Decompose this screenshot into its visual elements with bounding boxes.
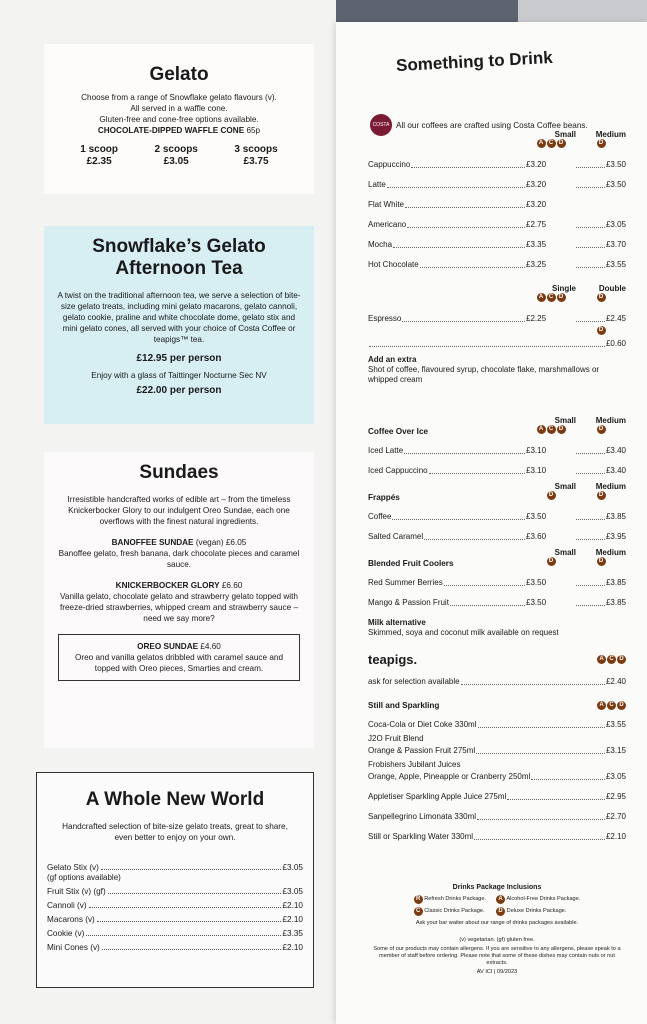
list-item: Gelato Stix (v) £3.05 (47, 863, 303, 872)
oreo-sundae-box: OREO SUNDAE £4.60 Oreo and vanilla gelatos dribbled with caramel sauce and topped with Oreo pieces, Smarties and cream. (58, 634, 300, 681)
scoop-options (44, 144, 314, 168)
teapigs-logo: teapigs. (368, 652, 418, 667)
whole-new-world-description: Handcrafted selection of bite-size gelato treats, great to share, even better to enjoy on your own. (62, 822, 288, 842)
drinks-package-section: Drinks Package Inclusions R Refresh Drinks Package. C Classic Drinks Package. A Alcohol-Free Drinks Package. D Deluxe Drinks Package. Ask your bar waiter about our range of drinks packages available. (v) vegetarian. (gf) gluten free. Some of our products may contain allergens. If you are sensitive to any allergens, please speak to a member of staff before ordering. Please note that some of these dishes may contain nuts or nut extracts. AV ICI | 09/2023 (373, 884, 621, 975)
table-row: Orange, Apple, Pineapple or Cranberry 250ml £3.05 (368, 772, 626, 781)
table-row: Mocha £3.35 £3.70 (368, 240, 626, 249)
scoop-1: 1 scoop £2.35 (80, 144, 119, 167)
afternoon-tea-title: Snowflake’s Gelato Afternoon Tea (92, 236, 266, 279)
coffee-over-ice-section: Coffee Over Ice Small Medium A C D D Iced Latte £3.10 £3.40 Iced Cappuccino £3.10 £3.40 Frappés Small Medium D D Coffee £3.50 £3.85 Salted Caramel £3.60 £3.95 Blended Fruit Coolers Small Medium D D Red Summer Berries £3.50 £3.85 Mango & Passion Fruit £3.50 £3.85 Milk alternative Skimmed, soya and coconut milk available on request teapigs. A C D ask for selection available £2.40 Still and Sparkling A C D Coca-Cola or Diet Coke 330ml £3.55 J2O Fruit Blend Orange & Passion Fruit 275ml £3.15 Frobishers Jubilant Juices Orange, Apple, Pineapple or Cranberry 250ml £3.05 Appletiser Sparkling Apple Juice 275ml £2.95 Sanpellegrino Limonata 330ml £2.70 Still or Sparkling Water 330ml £2.10 (368, 416, 626, 841)
knickerbocker-glory: KNICKERBOCKER GLORY £6.60 Vanilla gelato, chocolate gelato and strawberry gelato topped with freeze-dried strawberries, whipped cream and strawberry sauce – need we say more? (60, 581, 298, 623)
taittinger-price: £22.00 per person (136, 385, 222, 396)
sundaes-title: Sundaes (139, 462, 219, 483)
banoffee-sundae: BANOFFEE SUNDAE (vegan) £6.05 Banoffee gelato, fresh banana, dark chocolate pieces and caramel sauce. (58, 538, 300, 569)
table-row: Sanpellegrino Limonata 330ml £2.70 (368, 812, 626, 821)
table-row: Salted Caramel £3.60 £3.95 (368, 532, 626, 541)
table-row: Coca-Cola or Diet Coke 330ml £3.55 (368, 720, 626, 729)
table-row: Still or Sparkling Water 330ml £2.10 (368, 832, 626, 841)
table-row: ask for selection available £2.40 (368, 677, 626, 686)
scoop-2: 2 scoops £3.05 (154, 144, 198, 167)
table-row: Latte £3.20 £3.50 (368, 180, 626, 189)
gelato-panel (44, 44, 314, 194)
table-row: Espresso £2.25 £2.45 (368, 314, 626, 323)
table-row: Coffee £3.50 £3.85 (368, 512, 626, 521)
taittinger-line: Enjoy with a glass of Taittinger Nocturne Sec NV (91, 371, 267, 380)
gelato-description: Choose from a range of Snowflake gelato flavours (v). All served in a waffle cone. Gluten-free and cone-free options available. (81, 93, 277, 124)
afternoon-tea-panel (44, 226, 314, 424)
scoop-3: 3 scoops £3.75 (234, 144, 278, 167)
sundaes-panel (44, 452, 314, 748)
menu-right-page (336, 22, 647, 1024)
table-row: Mango & Passion Fruit £3.50 £3.85 (368, 598, 626, 607)
list-item: Cannoli (v) £2.10 (47, 901, 303, 910)
still-sparkling-header: Still and Sparkling A C D (368, 701, 626, 710)
table-row: Iced Cappuccino £3.10 £3.40 (368, 466, 626, 475)
table-row: Cappuccino £3.20 £3.50 (368, 160, 626, 169)
waffle-cone-line: CHOCOLATE-DIPPED WAFFLE CONE 65p (97, 126, 261, 135)
espresso-section: Single Double A C D D Espresso £2.25 £2.45 D £0.60 Add an extra Shot of coffee, flavoured syrup, chocolate flake, marshmallows or whipped cream (368, 284, 626, 384)
treats-list: Gelato Stix (v) £3.05 (gf options available) Fruit Stix (v) (gf) £3.05 Cannoli (v) £2.10 Macarons (v) £2.10 Cookie (v) £3.35 Mini Cones (v) £2.10 (47, 859, 303, 953)
afternoon-tea-price: £12.95 per person (136, 353, 222, 364)
table-row: Orange & Passion Fruit 275ml £3.15 (368, 746, 626, 755)
table-row: Flat White £3.20 (368, 200, 547, 209)
drinks-title: Something to Drink (395, 47, 554, 76)
afternoon-tea-description: A twist on the traditional afternoon tea, we serve a selection of bite-size gelato treats, including mini gelato macarons, gelato cannoli, gelato cookie, praline and white chocolate dome, gelato stix and mini gelato cones, all served with your choice of Costa Coffee or teapigs™ tea. (57, 291, 301, 344)
list-item: Mini Cones (v) £2.10 (47, 943, 303, 952)
teapigs-header: teapigs. A C D (368, 652, 626, 667)
table-row: Appletiser Sparkling Apple Juice 275ml £2.95 (368, 792, 626, 801)
extra-price-row: £0.60 (368, 337, 626, 349)
list-item: Cookie (v) £3.35 (47, 929, 303, 938)
costa-logo-icon: COSTA (370, 114, 392, 136)
table-row: Iced Latte £3.10 £3.40 (368, 446, 626, 455)
hot-coffees-section: Small Medium A C D D Cappuccino £3.20 £3.50 Latte £3.20 £3.50 Flat White £3.20 Americano £2.75 £3.05 Mocha £3.35 £3.70 Hot Chocolate £3.25 £3.55 (368, 130, 626, 269)
list-item: Fruit Stix (v) (gf) £3.05 (47, 887, 303, 896)
costa-note: COSTA All our coffees are crafted using Costa Coffee beans. (370, 114, 588, 136)
gelato-title: Gelato (149, 64, 209, 85)
table-row: Americano £2.75 £3.05 (368, 220, 626, 229)
table-row: Red Summer Berries £3.50 £3.85 (368, 578, 626, 587)
whole-new-world-title: A Whole New World (85, 789, 265, 810)
table-row: Hot Chocolate £3.25 £3.55 (368, 260, 626, 269)
list-item: Macarons (v) £2.10 (47, 915, 303, 924)
whole-new-world-panel (36, 772, 314, 988)
sundaes-description: Irresistible handcrafted works of edible art – from the timeless Knickerbocker Glory to our indulgent Oreo Sundae, each one overflows with the finest natural ingredients. (67, 495, 291, 526)
